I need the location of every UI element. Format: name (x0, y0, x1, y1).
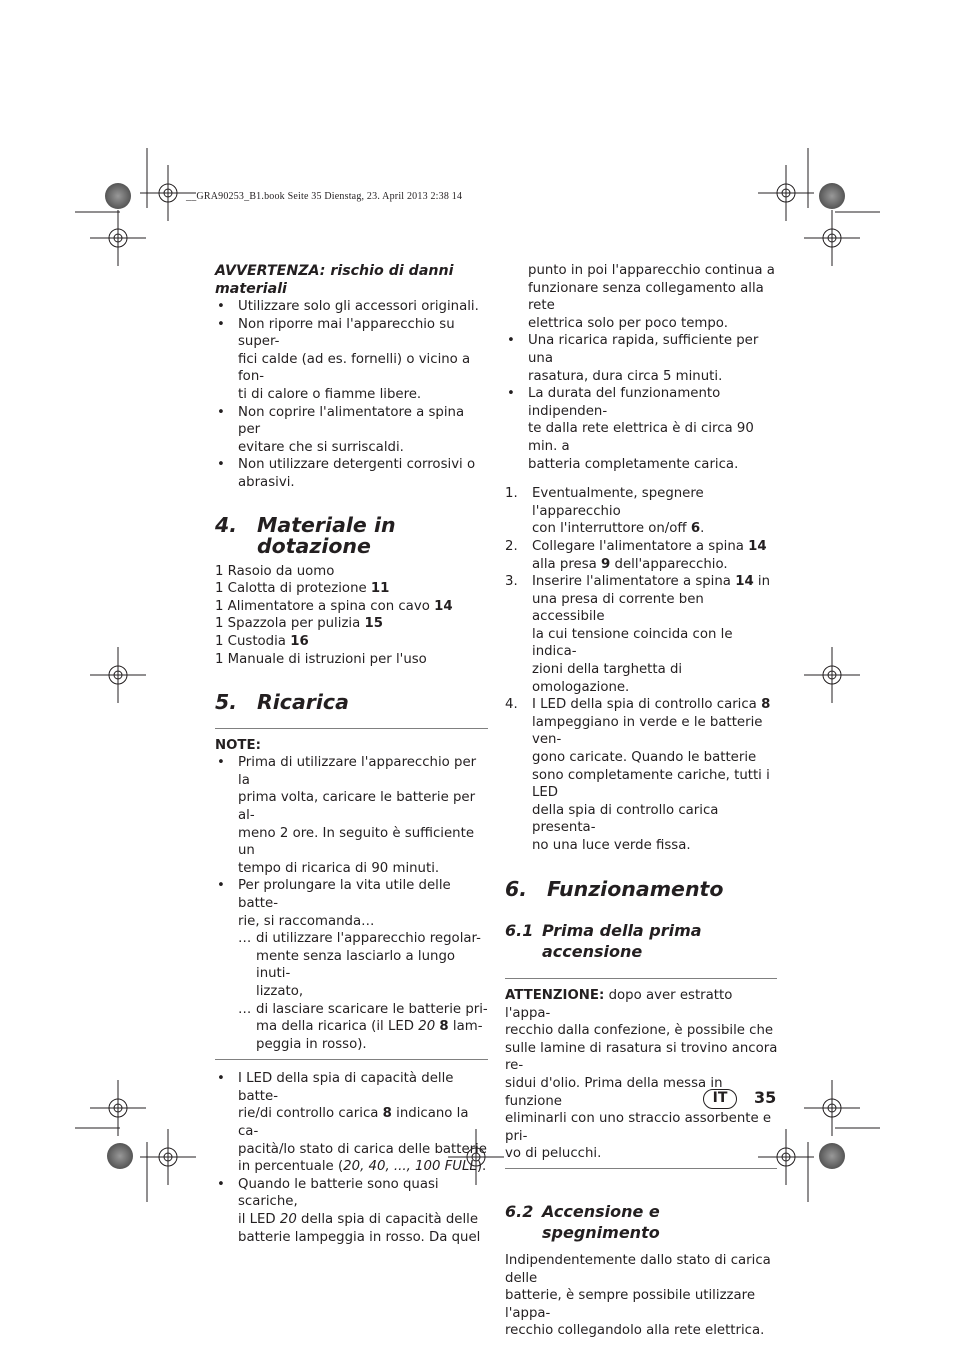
sub-item: … di utilizzare l'apparecchio regolar- mente senza lasciarlo a lungo inuti- lizzato, (238, 931, 481, 999)
step-item: 3. Inserire l'alimentatore a spina 14 in una presa di corrente ben accessibile la cui tensione coincida con le indica- zioni della targhetta di omologazione. (505, 574, 771, 695)
list-item: • Per prolungare la vita utile delle batte- rie, si raccomanda… … di utilizzare l'apparecchio regolar- mente senza lasciarlo a lungo inuti- lizzato, … di lasciare scaricare le batterie pri- ma della ricarica (il LED 20 8 lam- peggia in rosso). (215, 877, 489, 1053)
section-6-2-text: Indipendentemente dallo stato di carica delle batterie, è sempre possibile utilizzare l'appa- recchio collegandolo alla rete elettrica. (505, 1253, 771, 1339)
list-item: • Utilizzare solo gli accessori originali. (215, 298, 489, 316)
print-header: __GRA90253_B1.book Seite 35 Dienstag, 23. April 2013 2:38 14 (186, 191, 463, 202)
list-item: • Non coprire l'alimentatore a spina per evitare che si surriscaldi. (215, 404, 489, 457)
attention-bottom-rule (505, 1168, 777, 1169)
list-item: • Una ricarica rapida, sufficiente per una rasatura, dura circa 5 minuti. (505, 332, 780, 385)
sub-item: … di lasciare scaricare le batterie pri- ma della ricarica (il LED 20 8 lam- peggia in rosso). (238, 1001, 488, 1052)
list-item: 1 Alimentatore a spina con cavo 14 (215, 598, 453, 614)
warning-block (215, 262, 489, 492)
note-bottom-rule (215, 1059, 488, 1060)
section-6-heading: 6. Funzionamento (505, 876, 724, 901)
list-item: 1 Calotta di protezione 11 (215, 581, 390, 597)
list-item: 1 Rasoio da uomo (215, 563, 335, 579)
left-column (215, 262, 489, 1246)
warning-list (215, 298, 489, 492)
step-item: 2. Collegare l'alimentatore a spina 14 alla presa 9 dell'apparecchio. (505, 538, 767, 572)
section-6-2-heading: 6.2 Accensione e spegnimento (505, 1202, 660, 1243)
list-item: • La durata del funzionamento indipenden- te dalla rete elettrica è di circa 90 min. a batteria completamente carica. (505, 385, 780, 473)
list-item: 1 Spazzola per pulizia 15 (215, 616, 384, 632)
charge-info-list-2 (505, 332, 780, 473)
charge-info-list (215, 1070, 489, 1246)
step-item: 4. I LED della spia di controllo carica 8 lampeggiano in verde e le batterie ven- gono caricate. Quando le batterie sono completamente cariche, tutti i LED della spia di controllo carica presenta- no una luce verde fissa. (505, 697, 771, 853)
list-item: 1 Manuale di istruzioni per l'uso (215, 651, 427, 667)
section-4-heading: 4. Materiale in dotazione (215, 512, 396, 559)
list-item: • Non riporre mai l'apparecchio su super- fici calde (ad es. fornelli) o vicino a fon- ti di calore o fiamme libere. (215, 316, 489, 404)
page-number: 35 (754, 1088, 777, 1107)
attention-box: ATTENZIONE: dopo aver estratto l'appa- recchio dalla confezione, è possibile che sulle lamine di rasatura si trovino ancora re- sidui d'olio. Prima della messa in funzione eliminarli con uno straccio assorbente e pri- vo di pelucchi. (505, 988, 778, 1162)
list-item: 1 Custodia 16 (215, 633, 309, 649)
note-list (215, 754, 489, 1053)
note-label: NOTE: (215, 737, 261, 753)
list-item: • Non utilizzare detergenti corrosivi o abrasivi. (215, 456, 489, 491)
section-5-heading: 5. Ricarica (215, 690, 349, 715)
right-column (505, 262, 780, 1340)
note-box (215, 729, 489, 1054)
list-item: • Prima di utilizzare l'apparecchio per la prima volta, caricare le batterie per al- meno 2 ore. In seguito è sufficiente un tempo di ricarica di 90 minuti. (215, 754, 489, 877)
contents-list (215, 563, 489, 669)
list-item: • Quando le batterie sono quasi scariche, il LED 20 della spia di capacità delle batterie lampeggia in rosso. Da quel (215, 1176, 489, 1246)
list-item: • I LED della spia di capacità delle batte- rie/di controllo carica 8 indicano la ca- pacità/lo stato di carica delle batterie in percentuale (20, 40, ..., 100 FULL). (215, 1070, 489, 1176)
warning-title: AVVERTENZA: rischio di danni materiali (215, 263, 454, 297)
continued-text: punto in poi l'apparecchio continua a funzionare senza collegamento alla rete elettrica solo per poco tempo. (528, 263, 775, 331)
section-6-1-heading: 6.1 Prima della prima accensione (505, 921, 702, 962)
language-badge: IT (703, 1089, 737, 1109)
step-item: 1. Eventualmente, spegnere l'apparecchio con l'interruttore on/off 6. (505, 486, 705, 537)
charging-steps (505, 485, 780, 854)
